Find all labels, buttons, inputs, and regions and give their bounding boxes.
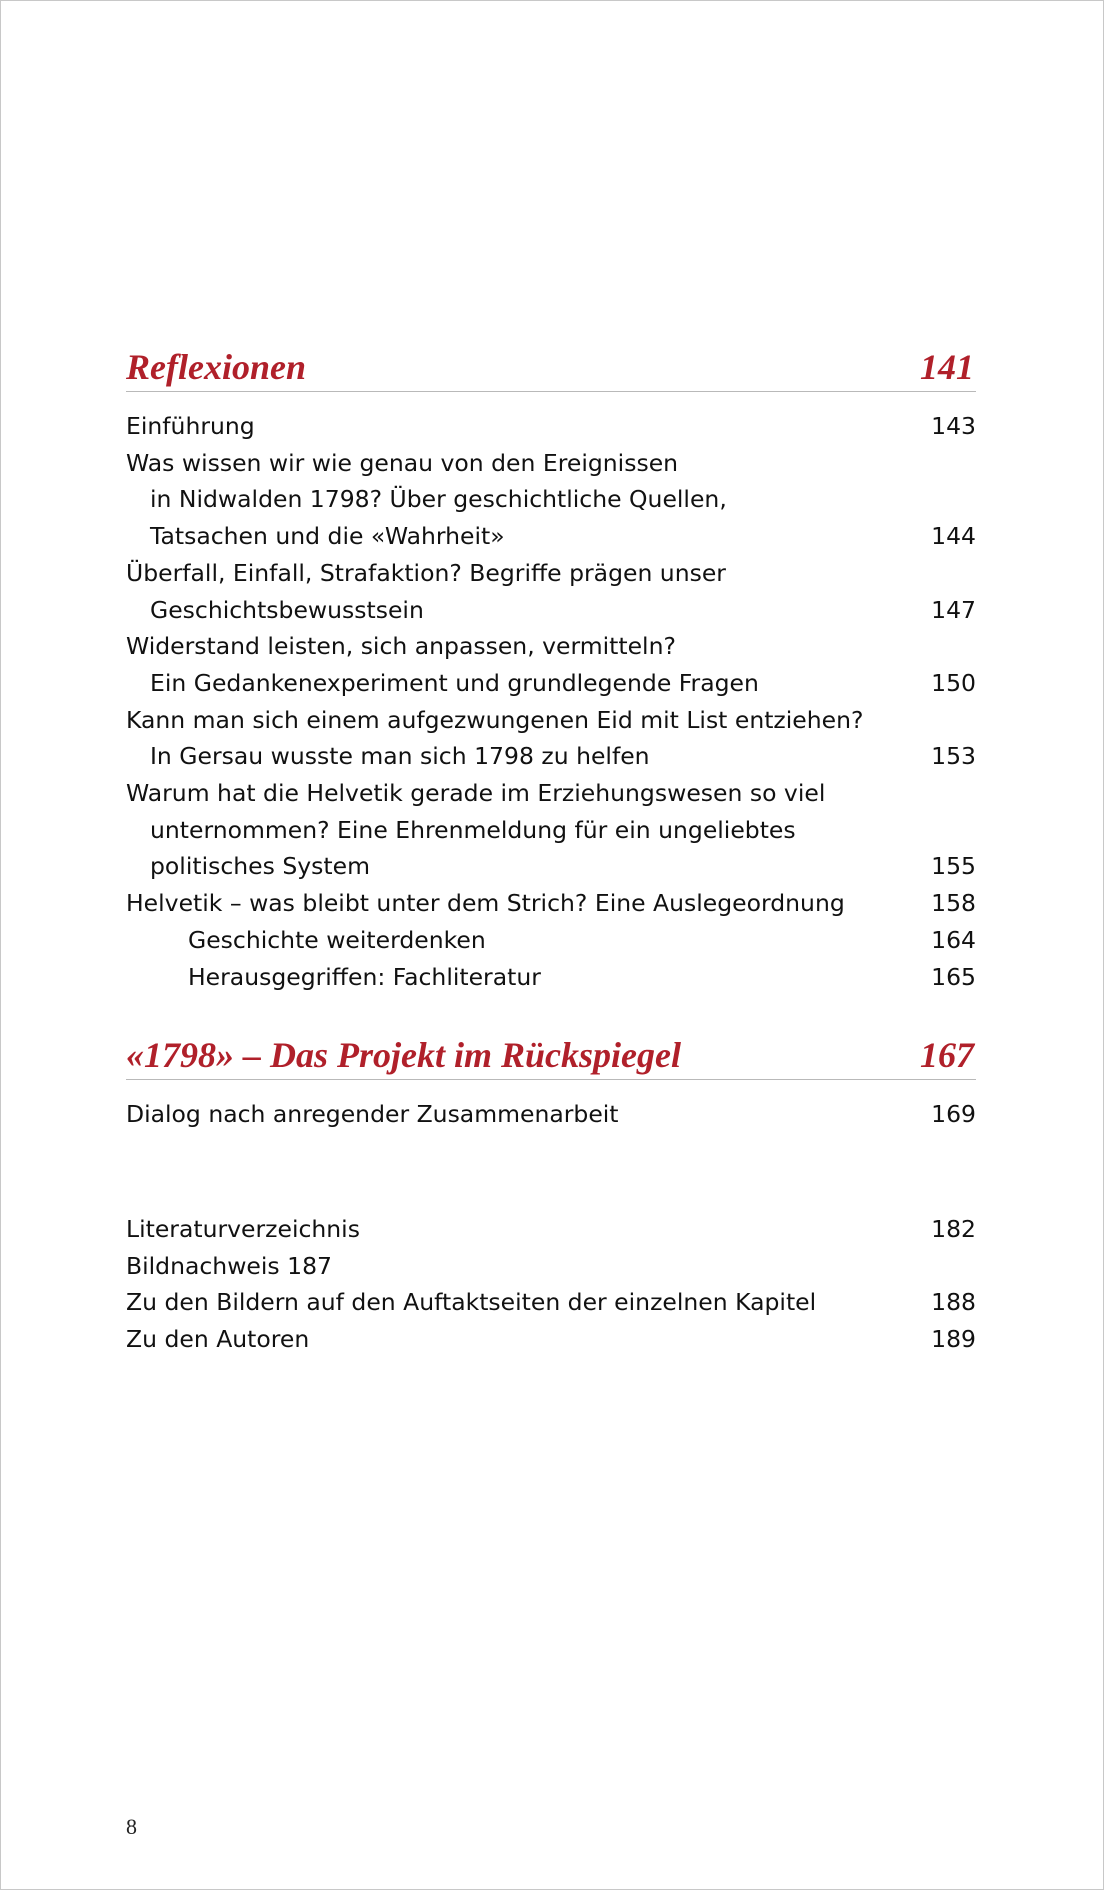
entry-page: 188 <box>931 1288 976 1317</box>
toc-entry[interactable] <box>126 1211 976 1248</box>
toc-entry[interactable] <box>126 1321 976 1358</box>
entry-page: 143 <box>931 412 976 440</box>
table-of-contents <box>126 345 976 1358</box>
entry-title-continued: Ein Gedankenexperiment und grundlegende Fragen <box>150 668 759 697</box>
toc-entry[interactable] <box>126 555 976 628</box>
section-title: «1798» – Das Projekt im Rückspiegel <box>126 1035 681 1076</box>
entry-title-continued: In Gersau wusste man sich 1798 zu helfen <box>150 742 650 771</box>
toc-entry[interactable] <box>126 408 976 445</box>
entry-page: 153 <box>931 742 976 771</box>
toc-entry[interactable] <box>126 1248 976 1285</box>
entry-title-continued: in Nidwalden 1798? Über geschichtliche Quellen, <box>150 485 727 514</box>
section-page-number: 167 <box>920 1035 974 1076</box>
toc-entry[interactable] <box>126 445 976 555</box>
subentry-title: Herausgegriffen: Fachliteratur <box>188 962 541 991</box>
section-title: Reflexionen <box>126 347 306 387</box>
toc-subentry[interactable] <box>126 959 976 996</box>
spacer <box>126 1133 976 1211</box>
entry-title: Was wissen wir wie genau von den Ereignissen <box>126 448 679 477</box>
entry-title: Widerstand leisten, sich anpassen, vermitteln? <box>126 632 676 661</box>
section-page-number: 141 <box>920 347 974 387</box>
section-heading-reflexionen[interactable] <box>126 345 976 392</box>
toc-subentry[interactable] <box>126 922 976 959</box>
entry-title-continued: Tatsachen und die «Wahrheit» <box>150 522 505 551</box>
entry-page: 189 <box>931 1325 976 1354</box>
entry-page: 169 <box>931 1100 976 1129</box>
entry-title: Helvetik – was bleibt unter dem Strich? Eine Auslegeordnung <box>126 889 845 918</box>
entry-title: Überfall, Einfall, Strafaktion? Begriffe prägen unser <box>126 558 726 587</box>
toc-entry[interactable] <box>126 885 976 922</box>
entry-title-continued: politisches System <box>150 852 370 881</box>
entry-title: Einführung <box>126 412 255 440</box>
entry-page: 150 <box>931 668 976 697</box>
entry-page: 155 <box>931 852 976 881</box>
toc-entry[interactable] <box>126 775 976 885</box>
subentry-title: Geschichte weiterdenken <box>188 925 486 954</box>
section-entries <box>126 408 976 995</box>
entry-title: Dialog nach anregender Zusammenarbeit <box>126 1100 619 1129</box>
entry-title: Bildnachweis 187 <box>126 1251 332 1280</box>
toc-entry[interactable] <box>126 628 976 701</box>
appendix-entries <box>126 1211 976 1358</box>
entry-page: 147 <box>931 595 976 624</box>
entry-page: 182 <box>931 1214 976 1243</box>
entry-title-continued: unternommen? Eine Ehrenmeldung für ein ungeliebtes <box>150 815 796 844</box>
entry-page: 165 <box>931 962 976 991</box>
section-entries <box>126 1096 976 1133</box>
entry-page: 144 <box>931 522 976 551</box>
entry-page: 158 <box>931 889 976 918</box>
entry-page: 164 <box>931 925 976 954</box>
section-heading-projekt[interactable] <box>126 1033 976 1080</box>
entry-title: Zu den Autoren <box>126 1325 310 1354</box>
entry-title-continued: Geschichtsbewusstsein <box>150 595 424 624</box>
entry-title: Literaturverzeichnis <box>126 1214 360 1243</box>
entry-title: Kann man sich einem aufgezwungenen Eid mit List entziehen? <box>126 705 864 734</box>
spacer <box>126 995 976 1033</box>
toc-entry[interactable] <box>126 1096 976 1133</box>
page-number: 8 <box>126 1814 137 1839</box>
toc-entry[interactable] <box>126 1284 976 1321</box>
entry-title: Warum hat die Helvetik gerade im Erziehungswesen so viel <box>126 779 826 808</box>
toc-entry[interactable] <box>126 702 976 775</box>
entry-title: Zu den Bildern auf den Auftaktseiten der einzelnen Kapitel <box>126 1288 817 1317</box>
